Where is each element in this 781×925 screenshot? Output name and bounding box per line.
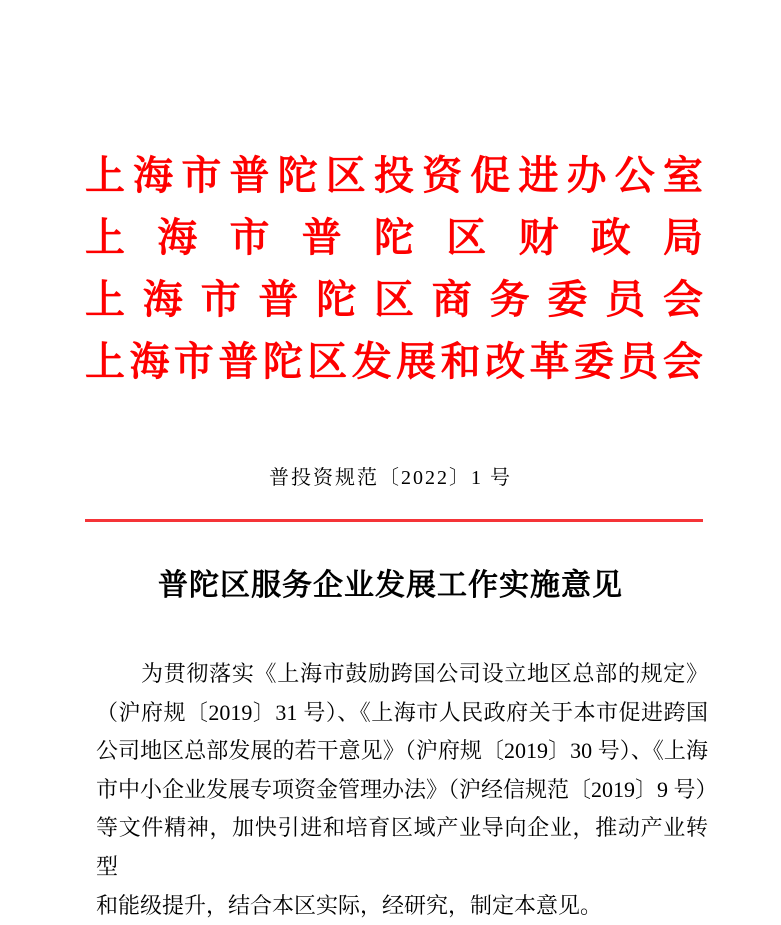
agency-line-development-reform-commission: 上 海 市 普 陀 区 发 展 和 改 革 委 员 会: [85, 338, 703, 384]
body-paragraph: [96, 655, 718, 925]
agency-line-investment-office: 上 海 市 普 陀 区 投 资 促 进 办 公 室: [85, 152, 703, 198]
body-line-2: （沪府规〔2019〕31 号）、《上海市人民政府关于本市促进跨国: [96, 699, 708, 725]
body-line-1: 为贯彻落实《上海市鼓励跨国公司设立地区总部的规定》: [141, 661, 708, 686]
document-title: 普陀区服务企业发展工作实施意见: [158, 569, 623, 602]
body-line-4: 市中小企业发展专项资金管理办法》（沪经信规范〔2019〕9 号）: [96, 776, 718, 802]
issuing-agencies-header: [85, 141, 703, 389]
agency-line-commerce-commission: 上 海 市 普 陀 区 商 务 委 员 会: [85, 276, 703, 322]
red-divider-line: [85, 519, 703, 522]
body-line-3: 公司地区总部发展的若干意见》（沪府规〔2019〕30 号）、《上海: [96, 738, 708, 764]
agency-line-finance-bureau: 上 海 市 普 陀 区 财 政 局: [85, 214, 703, 260]
body-line-6: 和能级提升，结合本区实际，经研究，制定本意见。: [96, 892, 603, 918]
body-line-5: 等文件精神，加快引进和培育区域产业导向企业，推动产业转型: [96, 815, 708, 879]
document-number: 普投资规范〔2022〕1 号: [269, 467, 512, 489]
